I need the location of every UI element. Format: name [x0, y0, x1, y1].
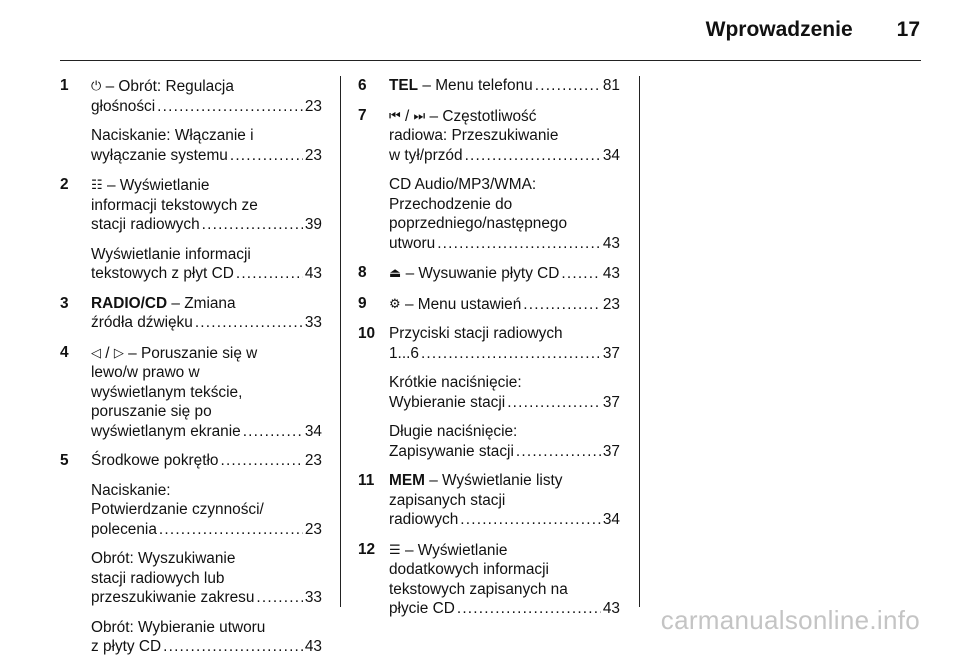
item-number: 10 [358, 325, 376, 342]
page-header [60, 18, 920, 48]
item-number: 6 [358, 77, 367, 94]
page-number: 17 [896, 18, 920, 41]
item-body: MEM – Wyświetlanie listy zapisanych stacji radiowych ..... 34 [389, 471, 620, 530]
list-item [358, 294, 620, 315]
info-display-icon: ☷ [91, 177, 103, 192]
page-ref: 43 [304, 638, 322, 655]
item-body: Środkowe pokrętło ..... 23 Naciskanie: Potwierdzanie czynności/ polecenia ..... 23 Obrót: Wyszukiwanie stacji radiowych lub przeszukiwanie zakresu ..... 33 Obrót: Wybieranie utworu z płyty CD ..... 43 [91, 451, 322, 657]
sub-entry: CD Audio/MP3/WMA: Przechodzenie do poprzedniego/następnego utworu ..... 43 [389, 175, 620, 253]
item-number: 3 [60, 294, 69, 312]
page-ref: 37 [602, 442, 620, 460]
list-item [358, 471, 620, 530]
column-middle [358, 76, 620, 629]
page-ref: 23 [304, 146, 322, 164]
page-ref: 34 [304, 422, 322, 440]
page-title: Wprowadzenie [705, 18, 853, 41]
button-keyword: MEM [389, 472, 425, 489]
sub-entry: Naciskanie: Potwierdzanie czynności/ polecenia ..... 23 [91, 481, 322, 540]
skip-back-icon: ⏮ [389, 107, 401, 123]
list-item [60, 343, 322, 442]
page-ref: 23 [304, 452, 322, 469]
settings-icon: ⚙ [389, 295, 401, 311]
page-ref: 39 [304, 216, 322, 233]
item-body: Przyciski stacji radiowych 1...6 ..... 37 Krótkie naciśnięcie: Wybieranie stacji ..... 37 Długie naciśnięcie: Zapisywanie stacji ..... 37 [389, 324, 620, 461]
page-ref: 34 [602, 146, 620, 164]
column-divider [639, 76, 640, 607]
button-keyword: TEL [389, 77, 419, 94]
item-number: 12 [358, 540, 376, 558]
eject-icon: ⏏ [389, 265, 402, 280]
item-body: ⚙ – Menu ustawień ..... 23 [389, 294, 620, 315]
item-number: 4 [60, 343, 69, 361]
header-rule [60, 60, 921, 61]
button-keyword: RADIO/CD [91, 294, 168, 312]
sub-entry: Obrót: Wyszukiwanie stacji radiowych lub przeszukiwanie zakresu ..... 33 [91, 549, 322, 608]
column-left [60, 76, 322, 667]
item-number: 9 [358, 294, 367, 312]
sub-entry: Długie naciśnięcie: Zapisywanie stacji ..... 37 [389, 422, 620, 461]
item-body: ⏏ – Wysuwanie płyty CD ..... 43 [389, 263, 620, 284]
item-number: 11 [358, 472, 375, 489]
item-number: 1 [60, 77, 69, 94]
column-divider [340, 76, 341, 607]
page-ref: 37 [602, 344, 620, 362]
list-item [358, 106, 620, 254]
page-ref: 33 [304, 314, 322, 331]
page-ref: 33 [304, 589, 322, 606]
sub-entry: Naciskanie: Włączanie i wyłączanie systemu ..... 23 [91, 126, 322, 165]
page-ref: 23 [304, 520, 322, 538]
triangle-right-icon: ▷ [113, 344, 124, 360]
triangle-left-icon: ◁ [91, 344, 101, 360]
page-ref: 43 [304, 265, 322, 282]
item-body: ☰ – Wyświetlanie dodatkowych informacji tekstowych zapisanych na płycie CD ..... 43 [389, 540, 620, 619]
page-ref: 23 [602, 295, 620, 313]
sub-entry: Krótkie naciśnięcie: Wybieranie stacji ..... 37 [389, 373, 620, 412]
item-body: RADIO/CD – Zmiana źródła dźwięku ..... 33 [91, 294, 322, 333]
item-body: ⏮ / ⏭ – Częstotliwość radiowa: Przeszukiwanie w tył/przód ..... 34 CD Audio/MP3/WMA: Przechodzenie do poprzedniego/następnego utworu ..... 43 [389, 106, 620, 254]
watermark: carmanualsonline.info [660, 605, 920, 635]
page-ref: 43 [602, 265, 620, 282]
skip-forward-icon: ⏭ [413, 107, 426, 123]
item-number: 7 [358, 106, 367, 124]
text-info-icon: ☰ [389, 541, 401, 557]
list-item [358, 263, 620, 284]
item-body: ⏻ – Obrót: Regulacja głośności ..... 23 Naciskanie: Włączanie i wyłączanie systemu ..... 23 [91, 76, 322, 165]
list-item [358, 540, 620, 619]
list-item [60, 451, 322, 657]
page-ref: 23 [304, 97, 322, 115]
power-icon: ⏻ [91, 78, 102, 93]
list-item [60, 76, 322, 165]
item-number: 8 [358, 264, 367, 281]
list-item [60, 175, 322, 284]
item-body: ◁ / ▷ – Poruszanie się w lewo/w prawo w wyświetlanym tekście, poruszanie się po wyświetlanym ekranie ..... 34 [91, 343, 322, 442]
sub-entry: Obrót: Wybieranie utworu z płyty CD ..... 43 [91, 618, 322, 657]
page-ref: 37 [602, 393, 620, 411]
page-ref: 34 [602, 511, 620, 528]
item-number: 2 [60, 176, 69, 193]
page-ref: 43 [602, 234, 620, 252]
item-number: 5 [60, 452, 69, 469]
page-ref: 43 [602, 600, 620, 617]
list-item [358, 324, 620, 461]
list-item [358, 76, 620, 96]
page-ref: 81 [602, 77, 620, 94]
sub-entry: Wyświetlanie informacji tekstowych z płyt CD ..... 43 [91, 245, 322, 284]
item-body: ☷ – Wyświetlanie informacji tekstowych ze stacji radiowych ..... 39 Wyświetlanie informacji tekstowych z płyt CD ..... 43 [91, 175, 322, 284]
item-body: TEL – Menu telefonu ..... 81 [389, 76, 620, 96]
list-item [60, 294, 322, 333]
